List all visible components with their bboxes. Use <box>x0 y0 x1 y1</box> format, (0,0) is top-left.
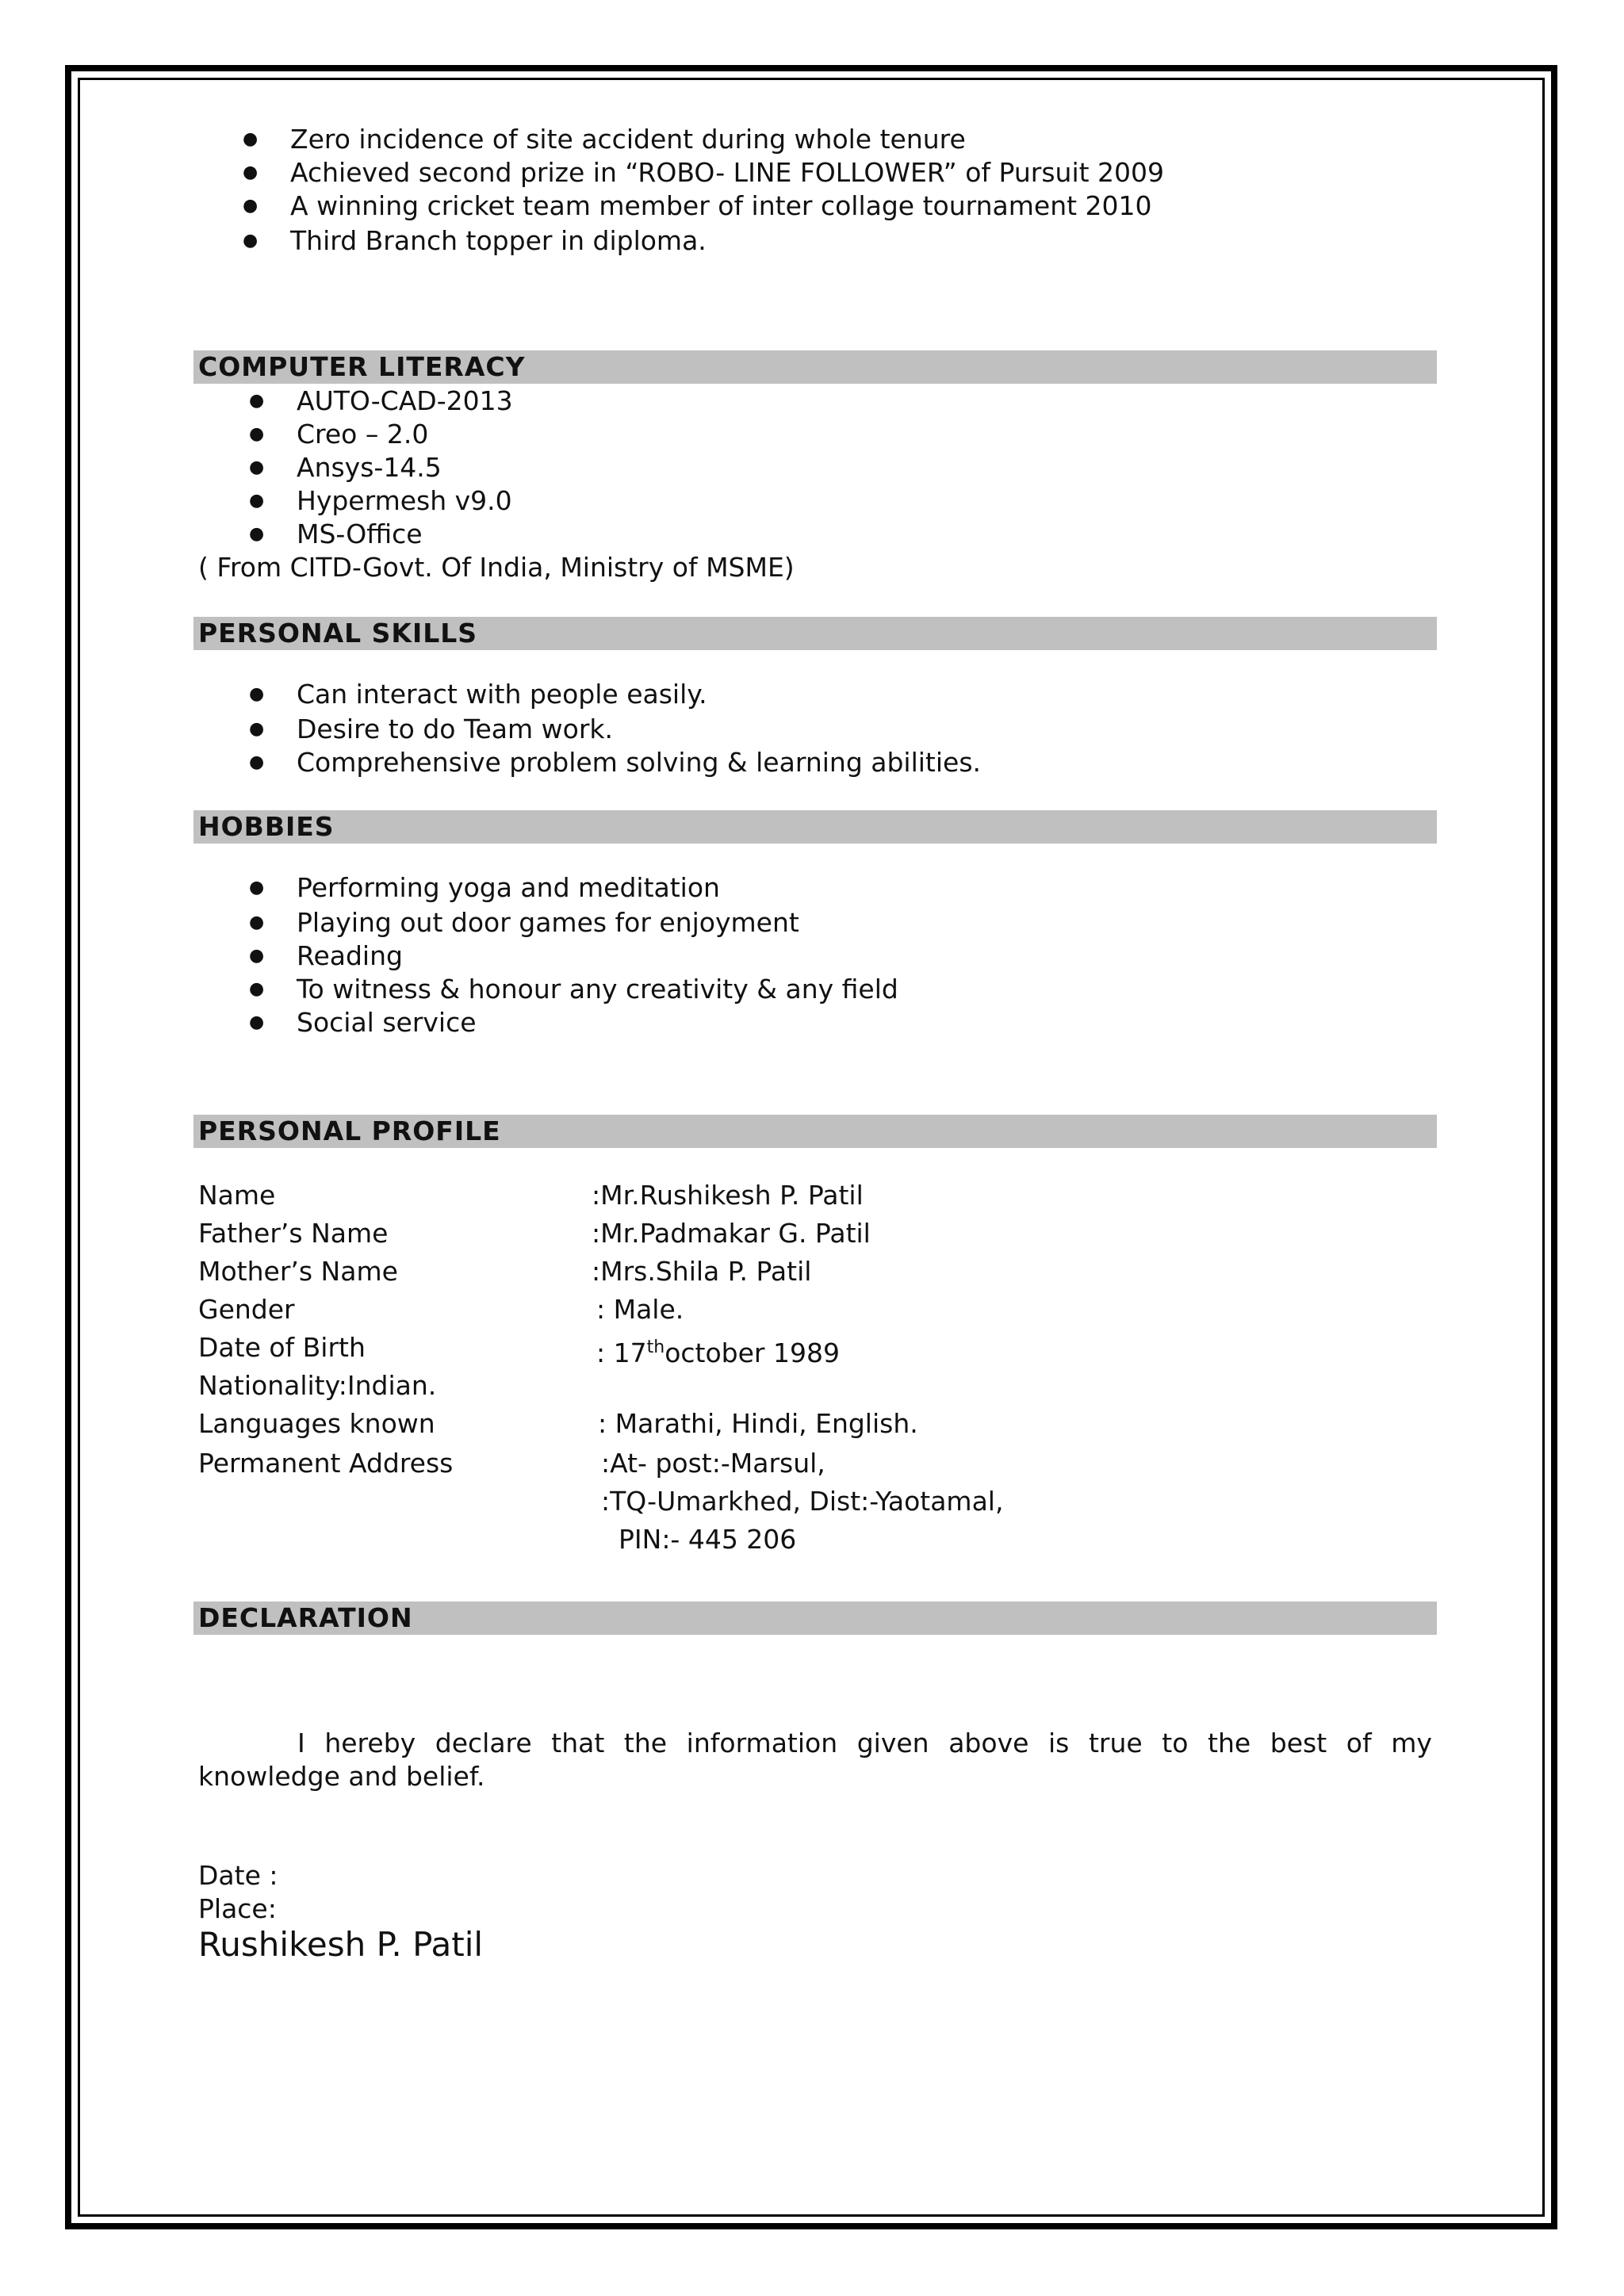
bullet-icon: ● <box>243 163 259 182</box>
bullet-icon: ● <box>249 913 265 932</box>
list-item: Creo – 2.0 <box>297 419 429 450</box>
bullet-icon: ● <box>249 457 265 477</box>
bullet-icon: ● <box>243 129 259 149</box>
section-title-computer-literacy: COMPUTER LITERACY <box>198 351 526 382</box>
profile-address-line3: PIN:- 445 206 <box>619 1524 797 1555</box>
list-item: Performing yoga and meditation <box>297 872 720 903</box>
list-item: Can interact with people easily. <box>297 679 707 710</box>
place-label: Place: <box>198 1893 277 1924</box>
bullet-icon: ● <box>249 979 265 999</box>
profile-label-address: Permanent Address <box>198 1448 454 1479</box>
bullet-icon: ● <box>249 878 265 897</box>
list-item: MS-Office <box>297 519 423 549</box>
list-item: Zero incidence of site accident during whole tenure <box>290 124 966 155</box>
section-header-bar <box>193 810 1437 844</box>
profile-value-father: :Mr.Padmakar G. Patil <box>592 1218 871 1249</box>
profile-address-line2: :TQ-Umarkhed, Dist:-Yaotamal, <box>601 1486 1004 1517</box>
signature-name: Rushikesh P. Patil <box>198 1925 484 1964</box>
list-item: To witness & honour any creativity & any field <box>297 974 898 1004</box>
list-item: Third Branch topper in diploma. <box>290 225 707 256</box>
list-item: Reading <box>297 940 403 971</box>
profile-value-name: :Mr.Rushikesh P. Patil <box>592 1180 864 1211</box>
section-title-personal-profile: PERSONAL PROFILE <box>198 1115 501 1146</box>
section-title-hobbies: HOBBIES <box>198 811 335 842</box>
profile-value-mother: :Mrs.Shila P. Patil <box>592 1256 812 1287</box>
section-title-declaration: DECLARATION <box>198 1602 413 1633</box>
list-item: AUTO-CAD-2013 <box>297 385 513 416</box>
bullet-icon: ● <box>249 946 265 966</box>
list-item: Hypermesh v9.0 <box>297 485 512 516</box>
date-label: Date : <box>198 1860 278 1891</box>
bullet-icon: ● <box>249 1012 265 1032</box>
profile-value-languages: : Marathi, Hindi, English. <box>598 1408 918 1439</box>
profile-label-mother: Mother’s Name <box>198 1256 398 1287</box>
bullet-icon: ● <box>249 752 265 772</box>
profile-address-line1: :At- post:-Marsul, <box>601 1448 825 1479</box>
profile-label-gender: Gender <box>198 1294 295 1325</box>
profile-label-name: Name <box>198 1180 276 1211</box>
section-title-personal-skills: PERSONAL SKILLS <box>198 618 478 649</box>
list-item: Ansys-14.5 <box>297 452 442 483</box>
profile-label-dob: Date of Birth <box>198 1332 366 1363</box>
bullet-icon: ● <box>249 391 265 411</box>
declaration-line-1: I hereby declare that the information given above is true to the best of my <box>297 1728 1432 1758</box>
bullet-icon: ● <box>249 491 265 511</box>
bullet-icon: ● <box>249 524 265 544</box>
list-item: Comprehensive problem solving & learning abilities. <box>297 747 982 778</box>
declaration-line-2: knowledge and belief. <box>198 1761 485 1792</box>
bullet-icon: ● <box>249 424 265 444</box>
bullet-icon: ● <box>249 719 265 739</box>
profile-value-gender: : Male. <box>596 1294 684 1325</box>
list-item: Achieved second prize in “ROBO- LINE FOLLOWER” of Pursuit 2009 <box>290 157 1165 188</box>
declaration-text <box>198 1727 1432 1793</box>
list-item: Playing out door games for enjoyment <box>297 907 799 938</box>
profile-nationality: Nationality:Indian. <box>198 1370 437 1401</box>
profile-label-languages: Languages known <box>198 1408 435 1439</box>
list-item: A winning cricket team member of inter collage tournament 2010 <box>290 190 1152 221</box>
profile-value-dob: : 17thoctober 1989 <box>596 1337 840 1368</box>
bullet-icon: ● <box>249 684 265 704</box>
bullet-icon: ● <box>243 231 259 251</box>
bullet-icon: ● <box>243 196 259 216</box>
list-item: Social service <box>297 1007 477 1038</box>
profile-label-father: Father’s Name <box>198 1218 389 1249</box>
computer-literacy-note: ( From CITD-Govt. Of India, Ministry of MSME) <box>198 552 795 583</box>
list-item: Desire to do Team work. <box>297 714 614 744</box>
